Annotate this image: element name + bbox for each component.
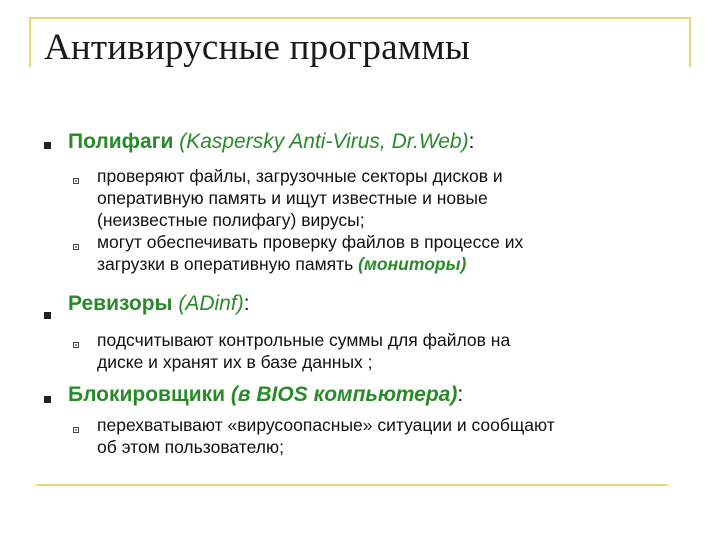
term-examples: (в BIOS компьютера) — [230, 383, 458, 406]
colon: : — [243, 292, 250, 315]
sub-item-text: могут обеспечивать проверку файлов в процессе их загрузки в оперативную память (мониторы) — [97, 232, 524, 274]
term-auditors: Ревизоры — [68, 292, 173, 315]
slide-title: Антивирусные программы — [44, 27, 471, 68]
checkbox-bullet-icon — [73, 244, 79, 250]
sub-item-text: проверяют файлы, загрузочные секторы дисков и оперативную память и ищут известные и новые (неизвестные полифагу) вирусы; — [97, 166, 503, 230]
checkbox-bullet-icon — [73, 178, 79, 184]
colon: : — [468, 130, 475, 153]
list-item-heading — [68, 383, 463, 407]
sub-item-text: подсчитывают контрольные суммы для файлов на диске и хранят их в базе данных ; — [97, 330, 511, 372]
checkbox-bullet-icon — [73, 342, 79, 348]
frame-top-line — [29, 17, 691, 19]
term-examples: (Kaspersky Anti-Virus, Dr.Web) — [179, 130, 469, 153]
frame-bottom-line — [36, 484, 668, 486]
colon: : — [457, 383, 464, 406]
square-bullet-icon — [44, 396, 51, 403]
sub-item-text: перехватывают «вирусоопасные» ситуации и сообщают об этом пользователю; — [97, 415, 555, 457]
square-bullet-icon — [44, 142, 51, 149]
term-examples: (ADinf) — [178, 292, 244, 315]
monitors-label: (мониторы) — [358, 254, 467, 274]
list-item-heading — [68, 130, 474, 154]
frame-left-line — [29, 17, 31, 67]
list-item-heading — [68, 292, 250, 316]
square-bullet-icon — [44, 312, 51, 319]
frame-right-line — [689, 17, 691, 67]
term-polyphages: Полифаги — [68, 130, 174, 153]
checkbox-bullet-icon — [73, 427, 79, 433]
term-blockers: Блокировщики — [68, 383, 226, 406]
